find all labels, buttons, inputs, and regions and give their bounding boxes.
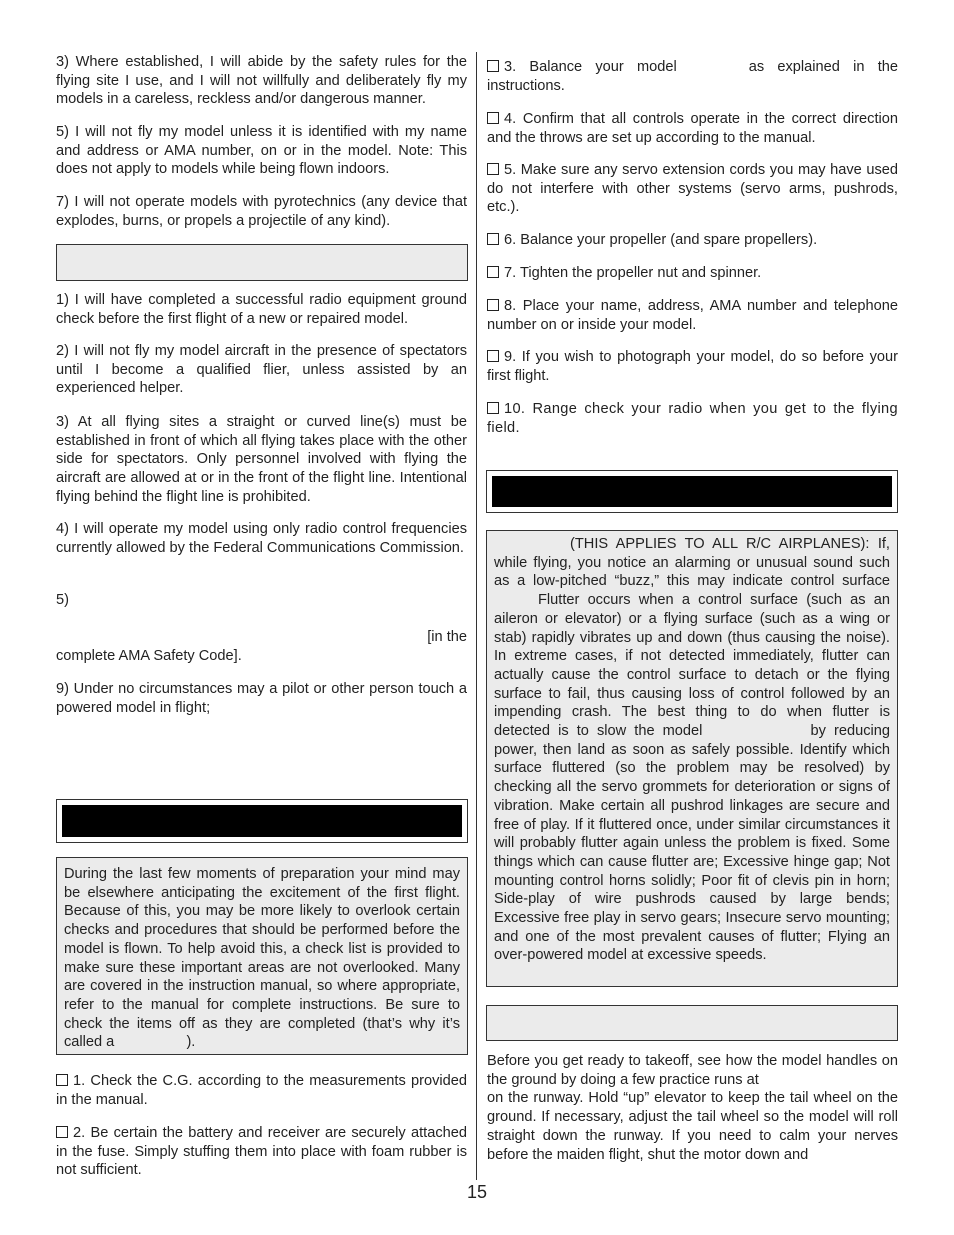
flutter-line-5: power, then land as soon as safely possible. Identify which surface fluttered (so the problem may be resolved) by checking all the servo grommets for deterioration or signs of vibration. Make certain all pushrod linkages are secure and free of play. If it fluttered once, under similar circumstances it will probably flutter again unless the problem is fixed. Some things which can cause flutter are; Excessive hinge gap; Not mounting control horns solidly; Poor fit of clevis pin in horn; Side-play of wire pushrods caused by large bends; Excessive free play in servo gears; Insecure servo mounting; and one of the most prevalent causes of flutter; Flying an over-powered model at excessive speeds.: [494, 741, 890, 964]
flutter-line-1: (THIS APPLIES TO ALL R/C AIRPLANES): If,: [570, 536, 890, 552]
column-divider: [476, 52, 477, 1180]
checklist-item-7-text: 7. Tighten the propeller nut and spinner.: [504, 265, 762, 281]
radio-rule-4: 4) I will operate my model using only radio control frequencies currently allowed by the Federal Communications Commission.: [56, 521, 467, 556]
flying-heading: [486, 470, 898, 513]
checkbox-icon[interactable]: [56, 1074, 68, 1086]
checklist-item-4-text: 4. Confirm that all controls operate in the correct direction and the throws are set up according to the manual.: [487, 111, 898, 146]
radio-rule-5-tail: complete AMA Safety Code].: [56, 648, 242, 664]
checklist-item-3: [487, 58, 898, 95]
checkbox-icon[interactable]: [487, 350, 499, 362]
taxi-text-a: Before you get ready to takeoff, see how the model handles on the ground by doing a few practice runs at: [487, 1053, 898, 1088]
intro-text-end: ).: [186, 1034, 196, 1051]
safety-rule-7: 7) I will not operate models with pyrotechnics (any device that explodes, burns, or propels a projectile of any kind).: [56, 194, 467, 229]
radio-rule-1: 1) I will have completed a successful radio equipment ground check before the first flight of a new or repaired model.: [56, 292, 467, 327]
intro-text-body: During the last few moments of preparation your mind may be elsewhere anticipating the excitement of the first flight. Because of this, you may be more likely to overlook certain checks and procedures that should be performed before the model is flown. To help avoid this, a check list is provided to make sure these important areas are not overlooked. Many are covered in the instruction manual, so where appropriate, refer to the manual for complete instructions. Be sure to check the items off as they are completed (that’s why it’s called a: [64, 866, 460, 1051]
checklist-item-9: [487, 348, 898, 385]
checklist-heading: [56, 799, 468, 843]
checkbox-icon[interactable]: [487, 163, 499, 175]
flying-heading-bar: [492, 476, 892, 507]
checklist-item-2: [56, 1124, 467, 1180]
checklist-item-1: [56, 1072, 467, 1109]
checkbox-icon[interactable]: [56, 1126, 68, 1138]
taxi-paragraph: [487, 1052, 898, 1164]
checkbox-icon[interactable]: [487, 266, 499, 278]
flutter-line-4: by reducing: [810, 723, 891, 740]
checklist-item-8: [487, 297, 898, 334]
taxi-text-b: on the runway. Hold “up” elevator to keep the tail wheel on the ground. If necessary, adjust the tail wheel so the model will roll straight down the runway. If you need to calm your nerves before the maiden flight, shut the motor down and: [487, 1090, 898, 1163]
radio-rule-5-number: 5): [56, 592, 69, 608]
radio-rule-2: 2) I will not fly my model aircraft in the presence of spectators until I become a qualified flier, unless assisted by an experienced helper.: [56, 343, 467, 397]
checkbox-icon[interactable]: [487, 60, 499, 72]
checklist-item-2-text: 2. Be certain the battery and receiver are securely attached in the fuse. Simply stuffing them into place with foam rubber is not sufficient.: [56, 1125, 467, 1179]
page-number: 15: [466, 1182, 488, 1202]
flutter-line-3: Flutter occurs when a control surface (such as an aileron or elevator) or a flying surface (such as a wing or stab) rapidly vibrates up and down (thus causing the noise). In extreme cases, if not detected immediately, flutter can actually cause the control surface to detach or the flying surface to fail, thus causing loss of control followed by an impending crash. The best thing to do when flutter is detected is to slow the model: [494, 592, 890, 740]
checklist-item-6-text: 6. Balance your propeller (and spare propellers).: [504, 232, 818, 248]
flutter-line-2: while flying, you notice an alarming or unusual sound such as a low-pitched “buzz,” this may indicate control surface: [494, 554, 890, 590]
checklist-intro-text: [64, 865, 460, 1052]
checklist-item-5: [487, 161, 898, 217]
flutter-warning-box: [486, 530, 898, 987]
checklist-item-3-text-a: 3. Balance your model: [504, 59, 677, 75]
checklist-item-9-text: 9. If you wish to photograph your model, do so before your first flight.: [487, 349, 898, 384]
checkbox-icon[interactable]: [487, 402, 499, 414]
radio-rule-3: 3) At all flying sites a straight or curved line(s) must be established in front of which all flying takes place with the other side for spectators. Only personnel involved with flying the aircraft are allowed at or in the front of the flight line. Intentional flying behind the flight line is prohibited.: [56, 414, 467, 505]
checklist-item-4: [487, 110, 898, 147]
safety-rule-5: 5) I will not fly my model unless it is identified with my name and address or AMA number, on or in the model. Note: This does not apply to models while being flown indoors.: [56, 124, 467, 178]
radio-rule-5-inline: [in the: [427, 629, 467, 645]
checklist-item-3-text-b: as explained in the instructions.: [487, 59, 898, 94]
checklist-heading-bar: [62, 805, 462, 837]
checklist-item-8-text: 8. Place your name, address, AMA number and telephone number on or inside your model.: [487, 298, 898, 333]
checklist-item-1-text: 1. Check the C.G. according to the measurements provided in the manual.: [56, 1073, 467, 1108]
checklist-intro-box: [56, 857, 468, 1055]
checklist-item-7: [487, 264, 898, 283]
checklist-item-10: [487, 400, 898, 437]
checklist-item-10-text: 10. Range check your radio when you get to the flying field.: [487, 401, 898, 436]
checkbox-icon[interactable]: [487, 233, 499, 245]
checklist-item-5-text: 5. Make sure any servo extension cords you may have used do not interfere with other systems (servo arms, pushrods, etc.).: [487, 162, 898, 216]
checkbox-icon[interactable]: [487, 112, 499, 124]
radio-control-heading-box: [56, 244, 468, 281]
ground-check-heading-box: [486, 1005, 898, 1041]
checkbox-icon[interactable]: [487, 299, 499, 311]
safety-rule-3: 3) Where established, I will abide by the safety rules for the flying site I use, and I will not willfully and deliberately fly my models in a careless, reckless and/or dangerous manner.: [56, 54, 467, 108]
flutter-warning-text: [494, 535, 890, 965]
checklist-item-6: [487, 231, 898, 250]
radio-rule-9: 9) Under no circumstances may a pilot or other person touch a powered model in flight;: [56, 681, 467, 716]
